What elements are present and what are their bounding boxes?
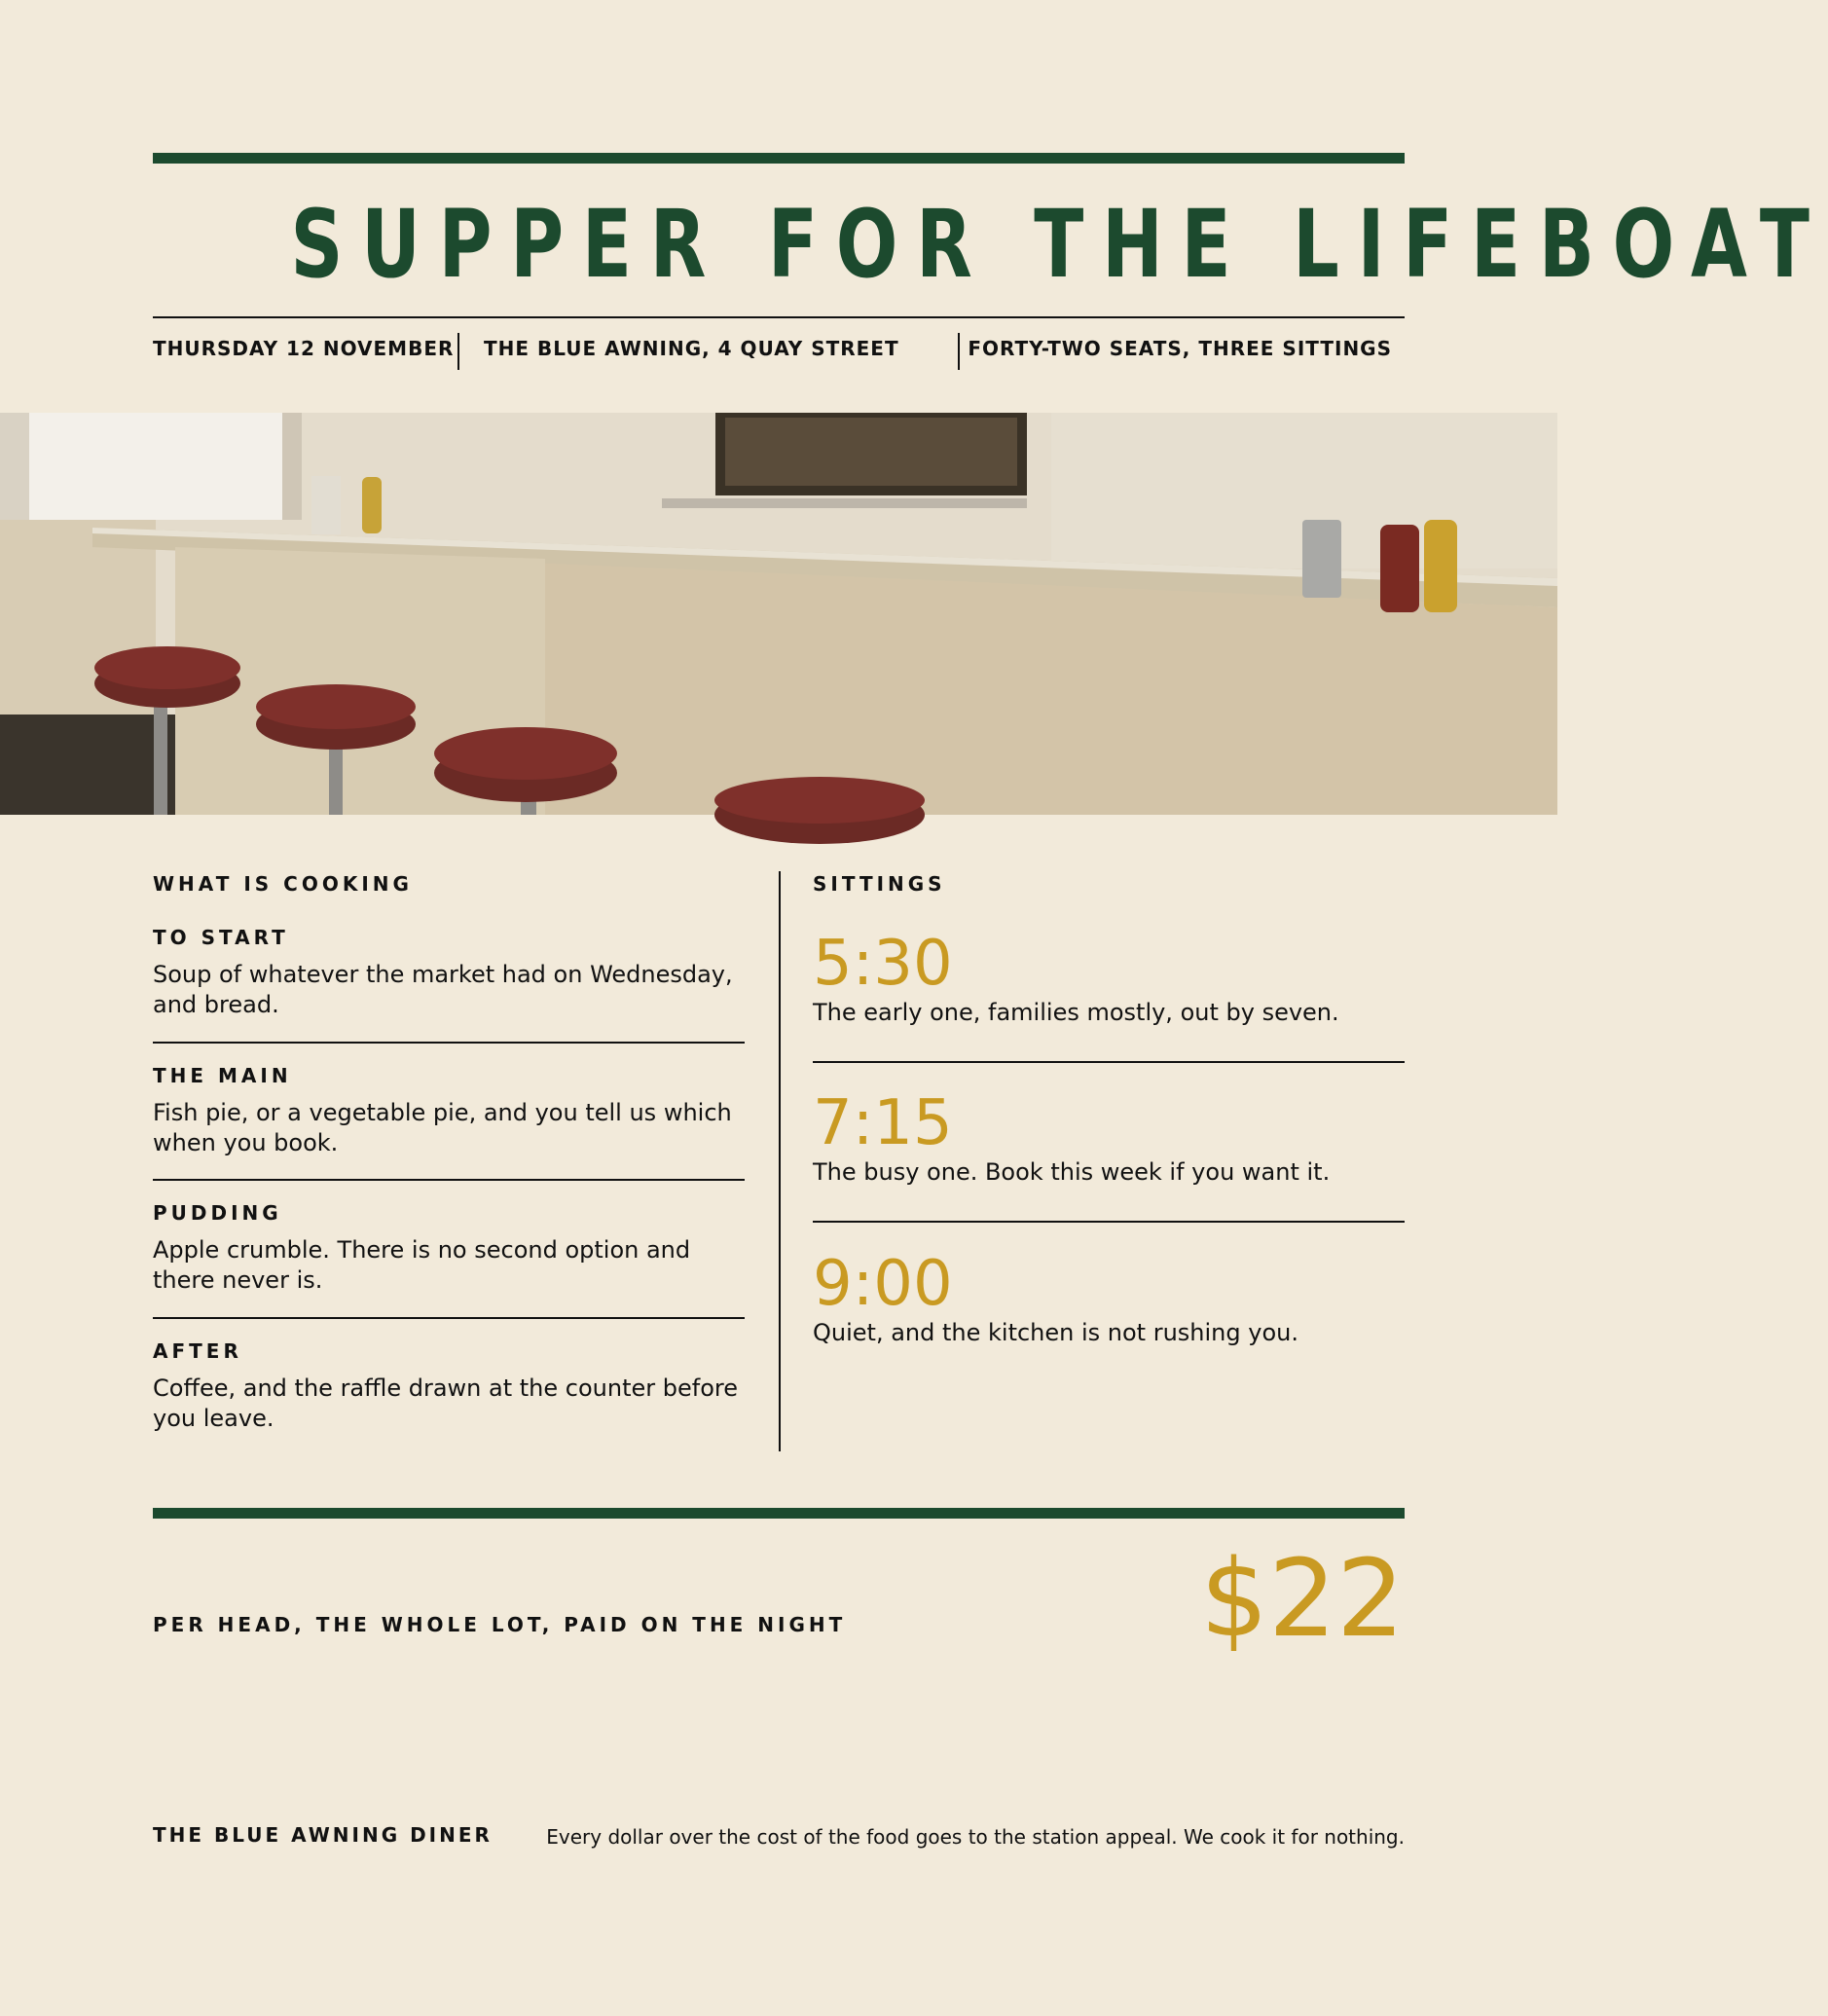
- price-amount: $22: [1200, 1536, 1405, 1661]
- course-description: Soup of whatever the market had on Wednesday, and bread.: [153, 961, 733, 1018]
- sitting-item: [813, 1250, 1405, 1348]
- course-description: Coffee, and the raffle drawn at the counter before you leave.: [153, 1375, 738, 1432]
- event-meta: [153, 333, 1405, 372]
- sitting-divider: [813, 1061, 1405, 1063]
- sitting-description: The busy one. Book this week if you want it.: [813, 1158, 1331, 1186]
- course-item: [153, 1063, 745, 1158]
- price-rule: [153, 1508, 1405, 1519]
- sitting-divider: [813, 1221, 1405, 1223]
- event-capacity: FORTY-TWO SEATS, THREE SITTINGS: [968, 337, 1392, 360]
- event-date: THURSDAY 12 NOVEMBER: [153, 337, 455, 360]
- event-venue: THE BLUE AWNING, 4 QUAY STREET: [484, 337, 899, 360]
- course-description: Fish pie, or a vegetable pie, and you tell us which when you book.: [153, 1099, 732, 1156]
- course-name: THE MAIN: [153, 1064, 292, 1087]
- sitting-item: [813, 930, 1405, 1028]
- course-name: TO START: [153, 926, 289, 949]
- sitting-description: Quiet, and the kitchen is not rushing you.: [813, 1319, 1298, 1346]
- course-divider: [153, 1042, 745, 1044]
- footer-note: Every dollar over the cost of the food goes to the station appeal. We cook it for nothing.: [546, 1825, 1405, 1849]
- course-item: [153, 925, 745, 1020]
- meta-separator: [958, 333, 960, 370]
- course-item: [153, 1338, 745, 1434]
- sitting-time: 7:15: [813, 1087, 953, 1159]
- meta-separator: [457, 333, 459, 370]
- course-description: Apple crumble. There is no second option and there never is.: [153, 1236, 691, 1294]
- sitting-time: 9:00: [813, 1248, 953, 1320]
- course-item: [153, 1200, 745, 1296]
- sittings-heading: SITTINGS: [813, 872, 946, 896]
- course-name: AFTER: [153, 1339, 242, 1363]
- sitting-item: [813, 1089, 1405, 1188]
- price-label: PER HEAD, THE WHOLE LOT, PAID ON THE NIGHT: [153, 1613, 847, 1636]
- column-divider: [779, 871, 781, 1451]
- sitting-description: The early one, families mostly, out by seven.: [813, 999, 1339, 1026]
- header-divider: [153, 316, 1405, 318]
- top-rule: [153, 153, 1405, 164]
- diner-counter-illustration: [0, 413, 1557, 815]
- footer-venue-name: THE BLUE AWNING DINER: [153, 1823, 493, 1847]
- menu-heading: WHAT IS COOKING: [153, 872, 413, 896]
- sitting-time: 5:30: [813, 928, 953, 1000]
- course-divider: [153, 1317, 745, 1319]
- course-name: PUDDING: [153, 1201, 282, 1225]
- page-title: SUPPER FOR THE LIFEBOAT: [290, 190, 1828, 299]
- course-divider: [153, 1179, 745, 1181]
- diner-counter-photo: [0, 413, 1557, 815]
